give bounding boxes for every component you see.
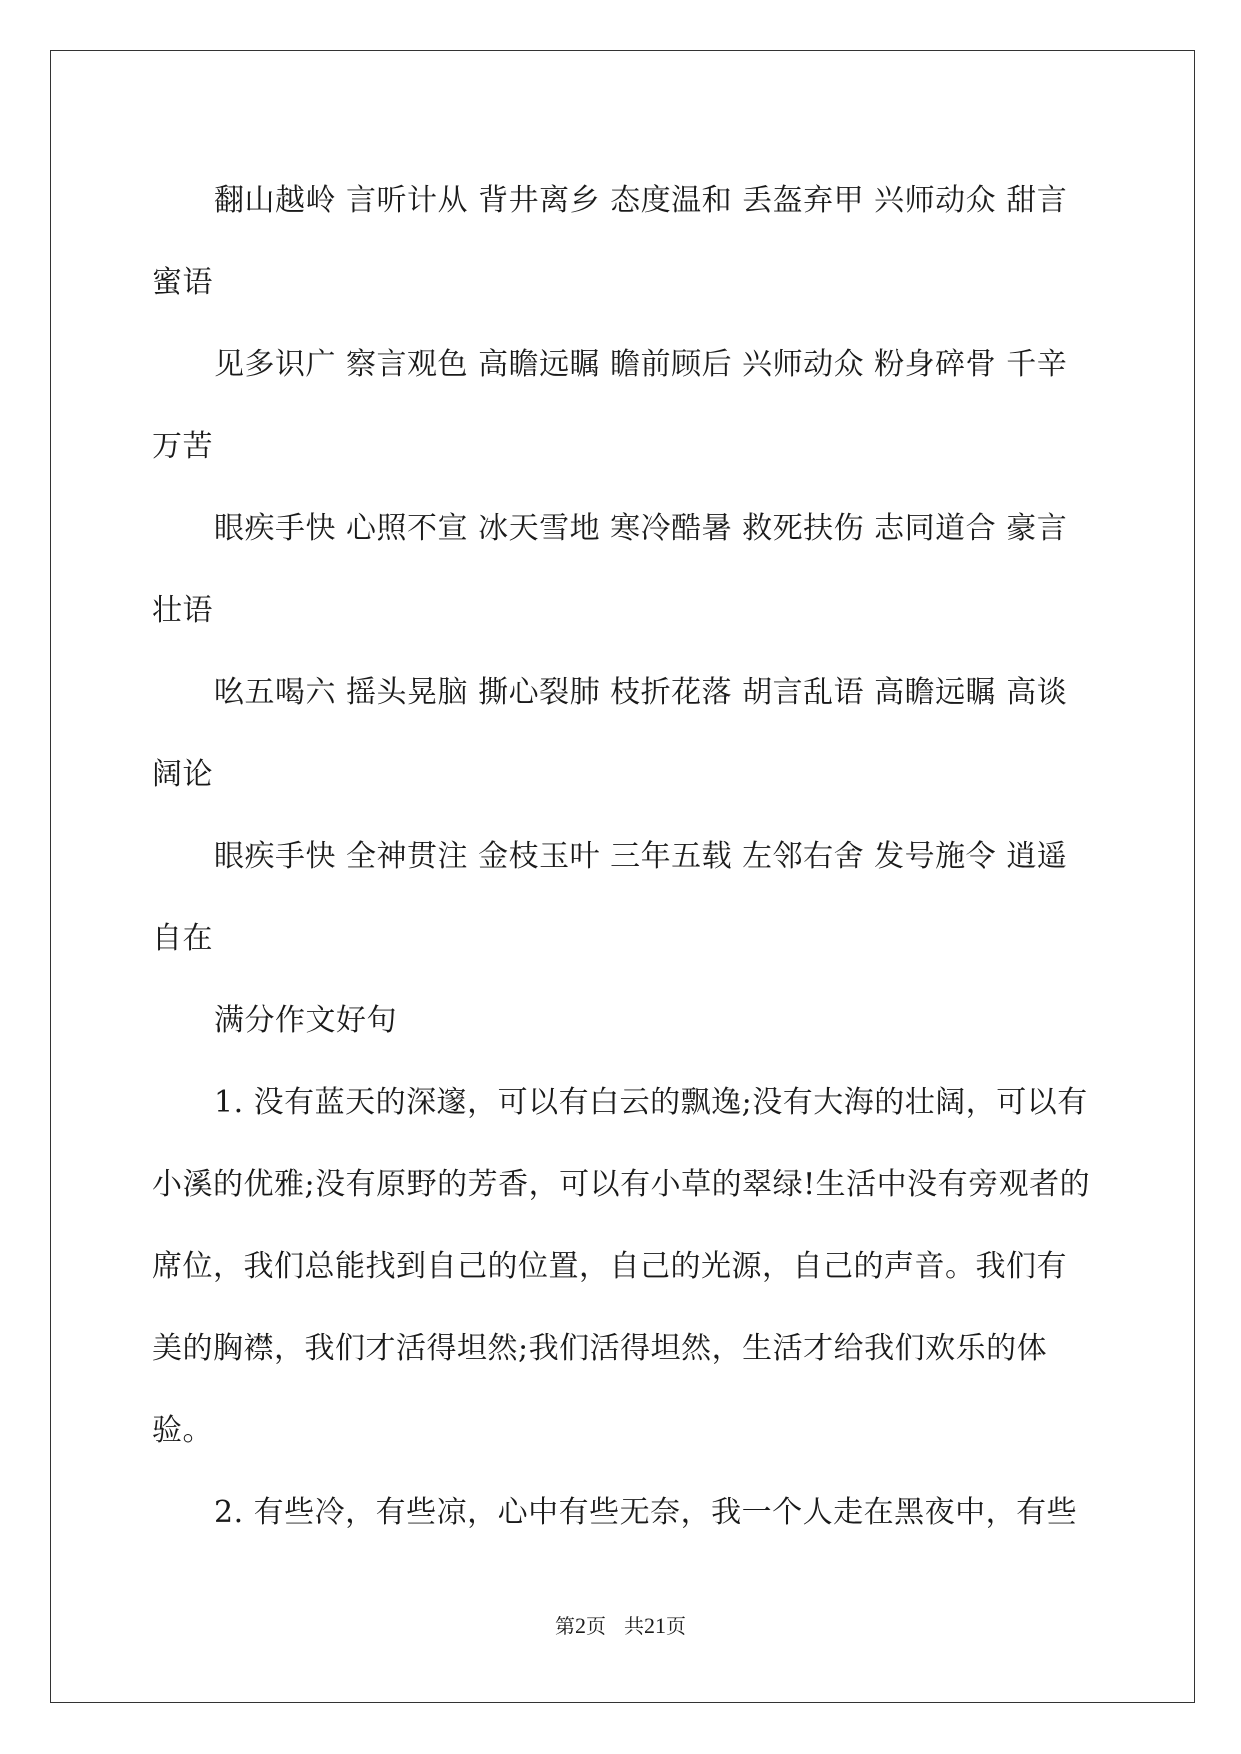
page-footer <box>0 1612 1241 1640</box>
footer-page-suffix: 页 <box>586 1614 606 1638</box>
footer-total-pages: 21 <box>644 1613 666 1638</box>
sentence-1: 1. 没有蓝天的深邃，可以有白云的飘逸;没有大海的壮阔，可以有小溪的优雅;没有原野的芳香，可以有小草的翠绿!生活中没有旁观者的席位，我们总能找到自己的位置，自己的光源，自己的声音。我们有美的胸襟，我们才活得坦然;我们活得坦然，生活才给我们欢乐的体验。 <box>152 1085 1091 1448</box>
footer-page-number: 2 <box>575 1613 586 1638</box>
idiom-line-4: 吆五喝六 摇头晃脑 撕心裂肺 枝折花落 胡言乱语 高瞻远瞩 高谈阔论 <box>152 675 1068 792</box>
footer-total-suffix: 页 <box>666 1614 686 1638</box>
idiom-line-5: 眼疾手快 全神贯注 金枝玉叶 三年五载 左邻右舍 发号施令 逍遥自在 <box>152 839 1068 956</box>
section-heading: 满分作文好句 <box>214 1003 397 1038</box>
idiom-line-3: 眼疾手快 心照不宣 冰天雪地 寒冷酷暑 救死扶伤 志同道合 豪言壮语 <box>152 511 1068 628</box>
footer-page-prefix: 第 <box>555 1614 575 1638</box>
sentence-2: 2. 有些冷，有些凉，心中有些无奈，我一个人走在黑夜中，有些 <box>214 1495 1078 1530</box>
idiom-line-2: 见多识广 察言观色 高瞻远瞩 瞻前顾后 兴师动众 粉身碎骨 千辛万苦 <box>152 347 1068 464</box>
footer-total-prefix: 共 <box>624 1614 644 1638</box>
document-body <box>152 160 1092 1554</box>
idiom-line-1: 翻山越岭 言听计从 背井离乡 态度温和 丢盔弃甲 兴师动众 甜言蜜语 <box>152 183 1068 300</box>
